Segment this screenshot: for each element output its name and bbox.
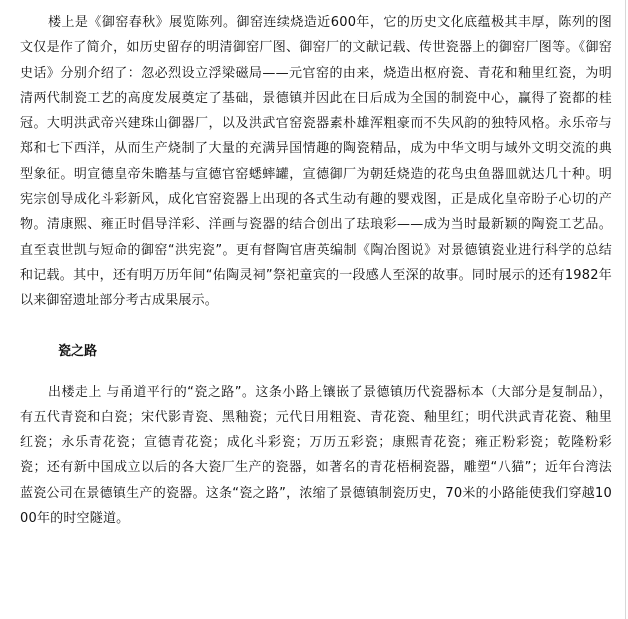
paragraph-imperial-kiln-exhibition: 楼上是《御窑春秋》展览陈列。御窑连续烧造近600年，它的历史文化底蕴极其丰厚，陈列的图文仅是作了简介，如历史留存的明清御窑厂图、御窑厂的文献记载、传世瓷器上的御窑厂图等。《御窑史话》分别介绍了：忽必烈设立浮梁磁局——元官窑的由来，烧造出枢府瓷、青花和釉里红瓷，为明清两代制瓷工艺的高度发展奠定了基础，景德镇并因此在日后成为全国的制瓷中心，赢得了瓷都的桂冠。大明洪武帝兴建珠山御器厂，以及洪武官窑瓷器素朴雄浑粗豪而不失风韵的独特风格。永乐帝与郑和七下西洋，从而生产烧制了大量的充满异国情趣的陶瓷精品，成为中华文明与域外文明交流的典型象征。明宣德皇帝朱瞻基与宣德官窑蟋蟀罐，宣德御厂为朝廷烧造的花鸟虫鱼器皿就达几十种。明宪宗创导成化斗彩新风，成化官窑瓷器上出现的各式生动有趣的婴戏图，正是成化皇帝盼子心切的产物。清康熙、雍正时倡导洋彩、洋画与瓷器的结合创出了珐琅彩——成为当时最新颖的陶瓷工艺品。直至袁世凯与短命的御窑“洪宪瓷”。更有督陶官唐英编制《陶冶图说》对景德镇瓷业进行科学的总结和记载。其中，还有明万历年间“佑陶灵祠”祭祀童宾的一段感人至深的故事。同时展示的还有1982年以来御窑遗址部分考古成果展示。 bbox=[20, 15, 612, 309]
article-body bbox=[20, 10, 612, 531]
section-heading: 瓷之路 bbox=[58, 343, 98, 359]
paragraph-porcelain-road: 出楼走上 与甬道平行的“瓷之路”。这条小路上镶嵌了景德镇历代瓷器标本（大部分是复制品），有五代青瓷和白瓷；宋代影青瓷、黑釉瓷；元代日用粗瓷、青花瓷、釉里红；明代洪武青花瓷、釉里红瓷；永乐青花瓷；宣德青花瓷；成化斗彩瓷；万历五彩瓷；康熙青花瓷；雍正粉彩瓷；乾隆粉彩瓷；还有新中国成立以后的各大瓷厂生产的瓷器，如著名的青花梧桐瓷器，雕塑“八猫”；近年台湾法蓝瓷公司在景德镇生产的瓷器。这条“瓷之路”，浓缩了景德镇制瓷历史，70米的小路能使我们穿越1000年的时空隧道。 bbox=[20, 384, 612, 527]
right-border bbox=[625, 0, 626, 619]
